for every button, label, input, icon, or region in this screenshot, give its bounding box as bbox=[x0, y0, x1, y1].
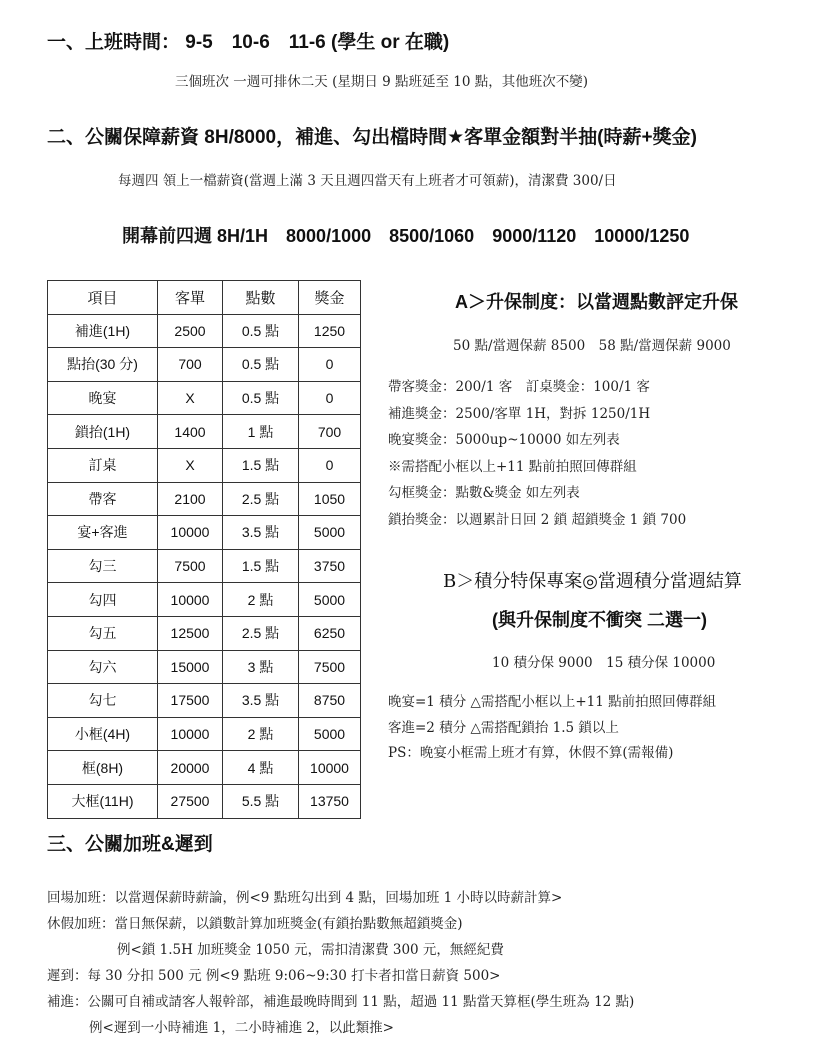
table-cell: 小框(4H) bbox=[48, 717, 158, 751]
table-cell: 宴+客進 bbox=[48, 516, 158, 550]
plan-b-title: B＞積分特保專案◎當週積分當週結算 bbox=[443, 571, 742, 592]
table-cell: 0.5 點 bbox=[223, 381, 299, 415]
plan-b-subtitle: (與升保制度不衝突 二選一) bbox=[492, 610, 707, 630]
table-cell: 訂桌 bbox=[48, 448, 158, 482]
table-cell: 10000 bbox=[158, 583, 223, 617]
table-row bbox=[48, 549, 361, 583]
table-cell: 補進(1H) bbox=[48, 314, 158, 348]
table-row bbox=[48, 482, 361, 516]
plan-a-title: A＞升保制度：以當週點數評定升保 bbox=[455, 292, 738, 312]
table-cell: 鎖抬(1H) bbox=[48, 415, 158, 449]
text-line: 帶客獎金：200/1 客 訂桌獎金：100/1 客 bbox=[388, 379, 650, 395]
text-line: PS：晚宴小框需上班才有算，休假不算(需報備) bbox=[388, 745, 674, 761]
opening-rates: 開幕前四週 8H/1H 8000/1000 8500/1060 9000/1120 10000/1250 bbox=[122, 226, 690, 246]
table-cell: 3750 bbox=[299, 549, 361, 583]
table-cell: 12500 bbox=[158, 616, 223, 650]
text-line: 晚宴獎金：5000up~10000 如左列表 bbox=[388, 432, 620, 448]
table-cell: 2 點 bbox=[223, 717, 299, 751]
text-line: 補進獎金：2500/客單 1H，對拆 1250/1H bbox=[388, 405, 651, 422]
table-row bbox=[48, 583, 361, 617]
table-cell: 5000 bbox=[299, 583, 361, 617]
table-cell: 0 bbox=[299, 448, 361, 482]
table-cell: 20000 bbox=[158, 751, 223, 785]
table-cell: 勾六 bbox=[48, 650, 158, 684]
table-cell: 5000 bbox=[299, 516, 361, 550]
table-cell: 10000 bbox=[299, 751, 361, 785]
table-cell: 10000 bbox=[158, 516, 223, 550]
table-cell: 2500 bbox=[158, 314, 223, 348]
text-line: 晚宴=1 積分 △需搭配小框以上+11 點前拍照回傳群組 bbox=[388, 694, 717, 710]
table-cell: 0.5 點 bbox=[223, 348, 299, 382]
table-cell: 1050 bbox=[299, 482, 361, 516]
table-cell: 17500 bbox=[158, 684, 223, 718]
table-cell: 1.5 點 bbox=[223, 549, 299, 583]
section2-note: 每週四 領上一檔薪資(當週上滿 3 天且週四當天有上班者才可領薪)，清潔費 300/日 bbox=[118, 173, 617, 189]
table-cell: 700 bbox=[299, 415, 361, 449]
table-cell: 勾七 bbox=[48, 684, 158, 718]
table-row bbox=[48, 751, 361, 785]
table-header-cell: 獎金 bbox=[299, 281, 361, 315]
table-cell: 勾三 bbox=[48, 549, 158, 583]
section1-title: 一、上班時間： 9-5 10-6 11-6 (學生 or 在職) bbox=[47, 32, 450, 53]
table-cell: 晚宴 bbox=[48, 381, 158, 415]
table-row bbox=[48, 650, 361, 684]
table-cell: 3.5 點 bbox=[223, 684, 299, 718]
table-cell: 大框(11H) bbox=[48, 784, 158, 818]
table-cell: 3 點 bbox=[223, 650, 299, 684]
section2-title: 二、公關保障薪資 8H/8000，補進、勾出檔時間★客單金額對半抽(時薪+獎金) bbox=[47, 127, 697, 148]
points-table bbox=[47, 280, 361, 819]
table-cell: 勾五 bbox=[48, 616, 158, 650]
table-cell: 1250 bbox=[299, 314, 361, 348]
table-cell: 2.5 點 bbox=[223, 616, 299, 650]
table-cell: 3.5 點 bbox=[223, 516, 299, 550]
text-line: 例<鎖 1.5H 加班獎金 1050 元，需扣清潔費 300 元，無經紀費 bbox=[117, 942, 504, 958]
table-row bbox=[48, 314, 361, 348]
table-cell: 帶客 bbox=[48, 482, 158, 516]
table-cell: 0 bbox=[299, 381, 361, 415]
text-line: 客進=2 積分 △需搭配鎖抬 1.5 鎖以上 bbox=[388, 719, 619, 736]
table-row bbox=[48, 717, 361, 751]
table-header-row bbox=[48, 281, 361, 315]
table-cell: 1 點 bbox=[223, 415, 299, 449]
table-row bbox=[48, 381, 361, 415]
text-line: 補進：公關可自補或請客人報幹部，補進最晚時間到 11 點，超過 11 點當天算框(學生班為 12 點) bbox=[47, 994, 635, 1010]
table-cell: 5000 bbox=[299, 717, 361, 751]
table-cell: 700 bbox=[158, 348, 223, 382]
table-cell: 4 點 bbox=[223, 751, 299, 785]
table-cell: X bbox=[158, 381, 223, 415]
text-line: 例<遲到一小時補進 1，二小時補進 2，以此類推> bbox=[89, 1020, 394, 1036]
table-row bbox=[48, 448, 361, 482]
table-cell: 2 點 bbox=[223, 583, 299, 617]
plan-a-levels: 50 點/當週保薪 8500 58 點/當週保薪 9000 bbox=[453, 338, 731, 354]
section1-note: 三個班次 一週可排休二天 (星期日 9 點班延至 10 點，其他班次不變) bbox=[175, 74, 589, 90]
table-row bbox=[48, 784, 361, 818]
table-cell: 6250 bbox=[299, 616, 361, 650]
table-cell: 7500 bbox=[158, 549, 223, 583]
table-cell: 27500 bbox=[158, 784, 223, 818]
text-line: 回場加班：以當週保薪時薪論，例<9 點班勾出到 4 點，回場加班 1 小時以時薪計算> bbox=[47, 890, 563, 906]
table-row bbox=[48, 348, 361, 382]
table-cell: 2.5 點 bbox=[223, 482, 299, 516]
table-row bbox=[48, 516, 361, 550]
text-line: 勾框獎金：點數&獎金 如左列表 bbox=[388, 485, 580, 501]
table-row bbox=[48, 684, 361, 718]
table-cell: 勾四 bbox=[48, 583, 158, 617]
text-line: 遲到：每 30 分扣 500 元 例<9 點班 9:06~9:30 打卡者扣當日薪資 500> bbox=[47, 968, 501, 984]
table-header-cell: 客單 bbox=[158, 281, 223, 315]
text-line: 鎖抬獎金：以週累計日回 2 鎖 超鎖獎金 1 鎖 700 bbox=[388, 511, 687, 528]
table-cell: 2100 bbox=[158, 482, 223, 516]
table-cell: 8750 bbox=[299, 684, 361, 718]
text-line: ※需搭配小框以上+11 點前拍照回傳群組 bbox=[388, 458, 637, 475]
table-cell: 13750 bbox=[299, 784, 361, 818]
plan-b-levels: 10 積分保 9000 15 積分保 10000 bbox=[492, 655, 716, 671]
table-cell: 5.5 點 bbox=[223, 784, 299, 818]
table-cell: 點抬(30 分) bbox=[48, 348, 158, 382]
section3-title: 三、公關加班&遲到 bbox=[47, 834, 213, 855]
table-header-cell: 點數 bbox=[223, 281, 299, 315]
table-cell: 0.5 點 bbox=[223, 314, 299, 348]
table-cell: 0 bbox=[299, 348, 361, 382]
table-cell: 1.5 點 bbox=[223, 448, 299, 482]
table-cell: 7500 bbox=[299, 650, 361, 684]
table-cell: 15000 bbox=[158, 650, 223, 684]
table-cell: X bbox=[158, 448, 223, 482]
table-cell: 1400 bbox=[158, 415, 223, 449]
text-line: 休假加班：當日無保薪，以鎖數計算加班獎金(有鎖抬點數無超鎖獎金) bbox=[47, 916, 463, 932]
table-row bbox=[48, 415, 361, 449]
table-row bbox=[48, 616, 361, 650]
table-header-cell: 項目 bbox=[48, 281, 158, 315]
table-cell: 框(8H) bbox=[48, 751, 158, 785]
table-cell: 10000 bbox=[158, 717, 223, 751]
